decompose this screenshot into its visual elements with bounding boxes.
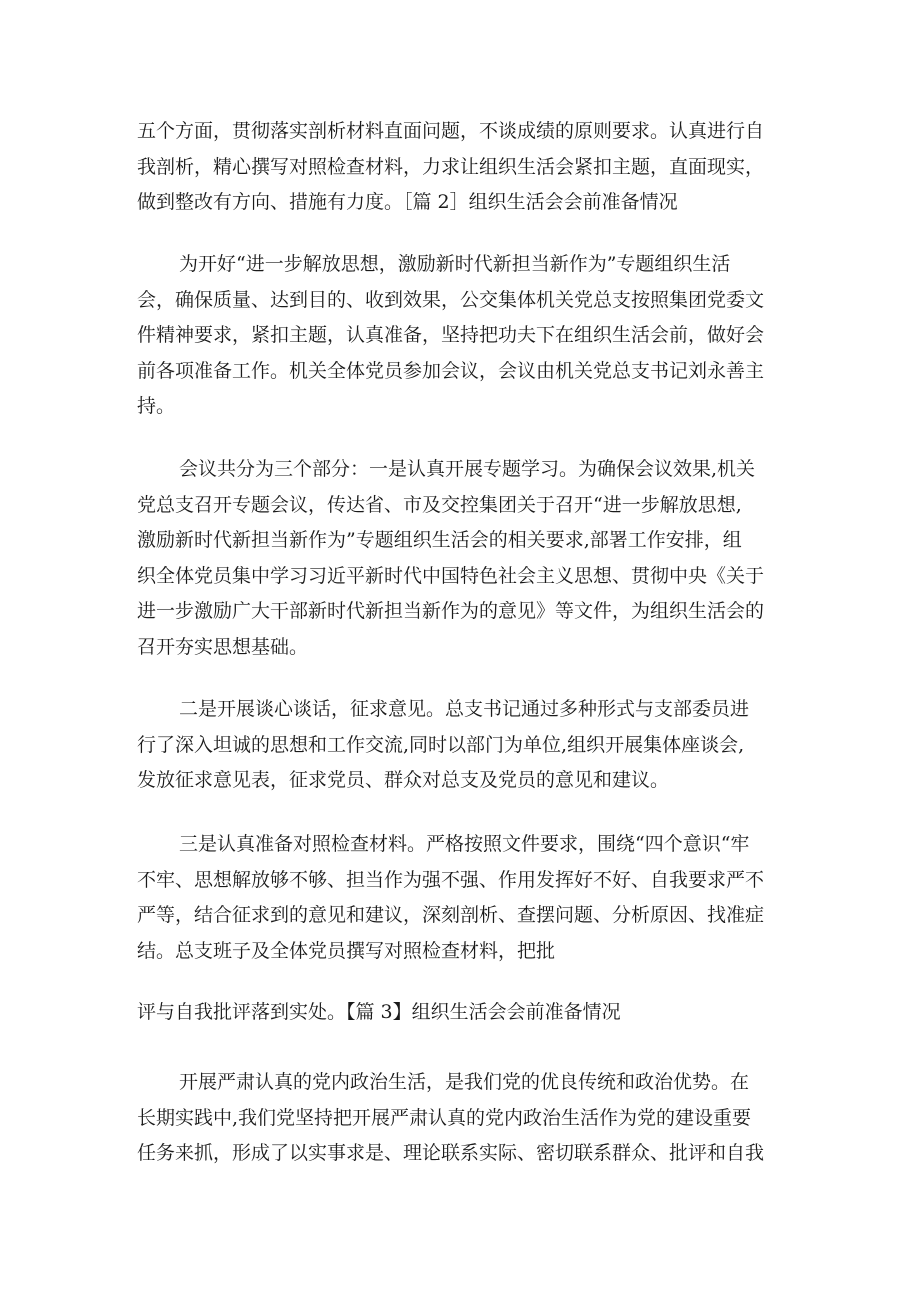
paragraph-3 (137, 452, 797, 665)
text-line: 开展严肃认真的党内政治生活，是我们党的优良传统和政治优势。在 (179, 1071, 750, 1093)
text-line: 三是认真准备对照检查材料。严格按照文件要求，围绕“四个意识“牢 (179, 833, 750, 855)
text-line: 严等，结合征求到的意见和建议，深刻剖析、查摆问题、分析原因、找准症 (137, 904, 765, 926)
text-line: 做到整改有方向、措施有力度。［篇 2］组织生活会会前准备情况 (137, 191, 678, 213)
paragraph-7 (137, 1065, 797, 1172)
text-line: 不牢、思想解放够不够、担当作为强不强、作用发挥好不好、自我要求严不 (137, 868, 765, 891)
text-line: 会议共分为三个部分：一是认真开展专题学习。为确保会议效果,机关 (179, 458, 756, 480)
paragraph-6 (137, 995, 797, 1031)
text-line: 会，确保质量、达到目的、收到效果，公交集体机关党总支按照集团党委文 (137, 288, 765, 311)
text-line: 长期实践中,我们党坚持把开展严肃认真的党内政治生活作为党的建设重要 (137, 1106, 752, 1129)
text-line: 发放征求意见表，征求党员、群众对总支及党员的意见和建议。 (137, 769, 670, 791)
text-line: 为开好“进一步解放思想，激励新时代新担当新作为”专题组织生活 (179, 253, 731, 275)
text-line: 召开夯实思想基础。 (137, 635, 309, 658)
paragraph-1 (137, 114, 797, 221)
paragraph-5 (137, 827, 797, 969)
text-line: 激励新时代新担当新作为”专题组织生活会的相关要求,部署工作安排，组 (137, 529, 742, 551)
text-line: 党总支召开专题会议，传达省、市及交控集团关于召开“进一步解放思想, (137, 493, 742, 516)
text-line: 织全体党员集中学习习近平新时代中国特色社会主义思想、贯彻中央《关于 (137, 564, 765, 587)
text-line: 进一步激励广大干部新时代新担当新作为的意见》等文件，为组织生活会的 (137, 600, 765, 622)
text-line: 评与自我批评落到实处。【篇 3】组织生活会会前准备情况 (137, 1001, 621, 1023)
text-line: 持。 (137, 395, 176, 417)
text-line: 前各项准备工作。机关全体党员参加会议，会议由机关党总支书记刘永善主 (137, 359, 765, 382)
text-line: 件精神要求，紧扣主题，认真准备，坚持把功夫下在组织生活会前，做好会 (137, 324, 765, 346)
text-line: 二是开展谈心谈话，征求意见。总支书记通过多种形式与支部委员进 (179, 698, 750, 720)
text-line: 五个方面，贯彻落实剖析材料直面问题，不谈成绩的原则要求。认真进行自 (137, 120, 765, 142)
text-line: 结。总支班子及全体党员撰写对照检查材料，把批 (137, 939, 556, 962)
paragraph-4 (137, 692, 797, 799)
text-line: 任务来抓，形成了以实事求是、理论联系实际、密切联系群众、批评和自我 (137, 1142, 765, 1164)
paragraph-2 (137, 247, 797, 425)
text-line: 行了深入坦诚的思想和工作交流,同时以部门为单位,组织开展集体座谈会, (137, 733, 745, 756)
text-line: 我剖析，精心撰写对照检查材料，力求让组织生活会紧扣主题，直面现实， (137, 155, 765, 178)
